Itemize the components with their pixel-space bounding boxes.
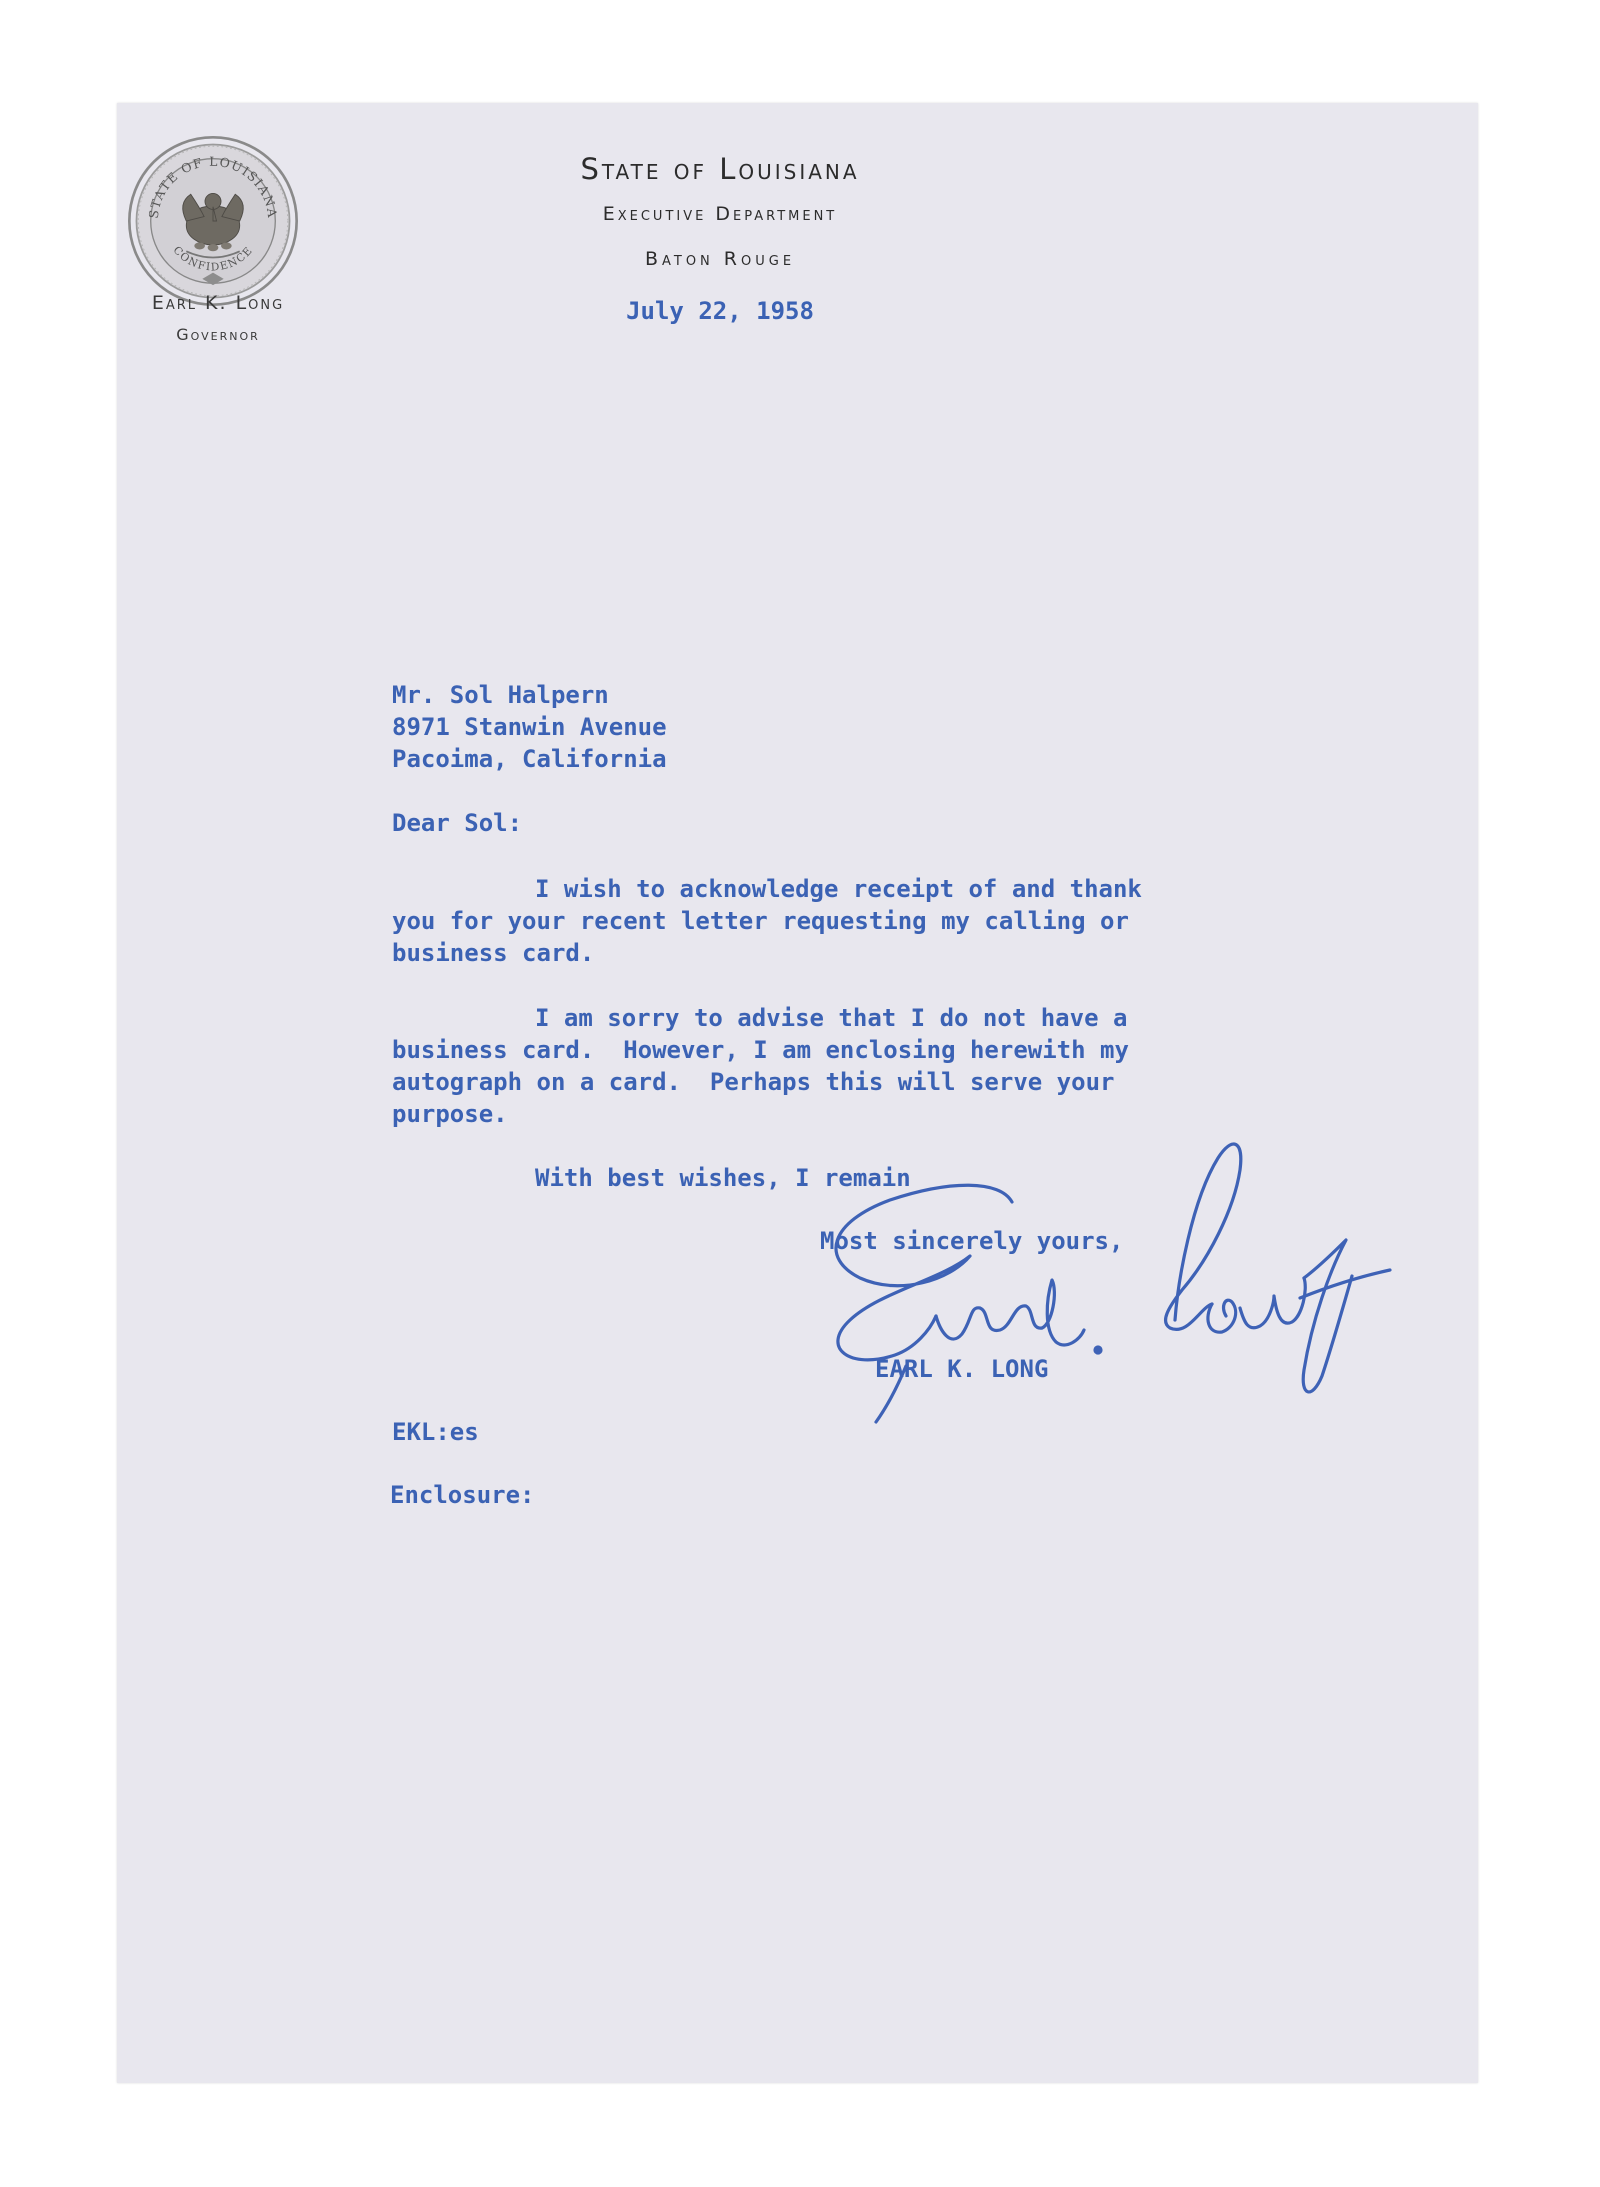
complimentary-close: Most sincerely yours, (820, 1227, 1124, 1255)
governor-title: Governor (176, 325, 260, 344)
enclosure-notation: Enclosure: (390, 1481, 535, 1509)
paragraph-2-line-1: I am sorry to advise that I do not have a (535, 1004, 1128, 1032)
recipient-city: Pacoima, California (392, 745, 667, 773)
recipient-street: 8971 Stanwin Avenue (392, 713, 667, 741)
recipient-name: Mr. Sol Halpern (392, 681, 609, 709)
paragraph-2-line-3: autograph on a card. Perhaps this will serve your (392, 1068, 1115, 1096)
typed-signature-name: EARL K. LONG (875, 1355, 1049, 1383)
salutation: Dear Sol: (392, 809, 523, 837)
svg-text:CONFIDENCE: CONFIDENCE (170, 243, 256, 274)
paragraph-2-line-4: purpose. (392, 1100, 508, 1128)
letterhead-state: State of Louisiana (580, 152, 860, 186)
handwritten-signature-icon (700, 1030, 1400, 1450)
paragraph-2-line-2: business card. However, I am enclosing herewith my (392, 1036, 1129, 1064)
typist-initials: EKL:es (392, 1418, 479, 1446)
state-seal-icon (124, 132, 302, 310)
closing-line: With best wishes, I remain (535, 1164, 911, 1192)
letterhead-department: Executive Department (602, 203, 838, 225)
governor-name: Earl K. Long (151, 292, 285, 314)
paragraph-1-line-1: I wish to acknowledge receipt of and thank (535, 875, 1142, 903)
paragraph-1-line-3: business card. (392, 939, 595, 967)
letter-date: July 22, 1958 (626, 297, 814, 325)
svg-text:STATE OF LOUISIANA: STATE OF LOUISIANA (145, 153, 281, 220)
paragraph-1-line-2: you for your recent letter requesting my calling or (392, 907, 1129, 935)
letterhead-city: Baton Rouge (644, 248, 796, 270)
